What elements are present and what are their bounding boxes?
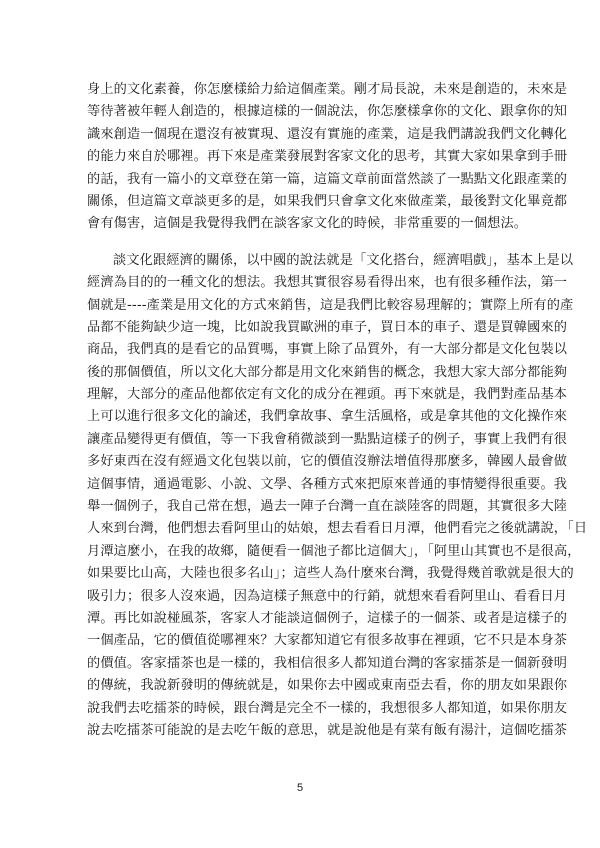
text-line: 上可以進行很多文化的論述，我們拿故事、拿生活風格，或是拿其他的文化操作來	[87, 409, 568, 425]
text-line: 月潭這麼小，在我的故鄉，隨便看一個池子都比這個大」，「阿里山其實也不是很高，	[87, 543, 581, 559]
text-line: 吸引力；很多人沒來過，因為這樣子無意中的行銷，就想來看看阿里山、看看日月	[87, 588, 568, 604]
text-line: 談文化跟經濟的關係，以中國的說法就是「文化搭台，經濟唱戲」，基本上是以	[113, 252, 574, 268]
body-text	[87, 79, 588, 742]
text-line: 識來創造一個現在還沒有被實現、還沒有實施的產業，這是我們講說我們文化轉化	[87, 126, 568, 142]
text-line: 人來到台灣，他們想去看阿里山的姑娘，想去看看日月潭，他們看完之後就講說，「日	[87, 521, 588, 537]
text-line: 讓產品變得更有價值，等一下我會稍微談到一點點這樣子的例子，事實上我們有很	[87, 431, 568, 447]
paragraph-gap	[87, 236, 527, 250]
text-line: 一個產品，它的價值從哪裡來？大家都知道它有很多故事在裡頭，它不只是本身茶	[87, 633, 568, 649]
text-line: 經濟為目的的一種文化的想法。我想其實很容易看得出來，也有很多種作法，第一	[87, 275, 568, 291]
text-line: 關係，但這篇文章談更多的是，如果我們只會拿文化來做產業，最後對文化畢竟都	[87, 193, 568, 209]
text-line: 理解，大部分的產品他都依定有文化的成分在裡頭。再下來就是，我們對產品基本	[87, 387, 568, 403]
text-line: 多好東西在沒有經過文化包裝以前，它的價值沒辦法增值得那麼多，韓國人最會做	[87, 454, 568, 470]
text-line: 這個事情，通過電影、小說、文學、各種方式來把原來普通的事情變得很重要。我	[87, 476, 568, 492]
paragraph	[87, 79, 568, 236]
text-line: 等待著被年輕人創造的，根據這樣的一個說法，你怎麼樣拿你的文化、跟拿你的知	[87, 104, 568, 120]
text-line: 會有傷害，這個是我覺得我們在談客家文化的時候，非常重要的一個想法。	[87, 216, 528, 232]
text-line: 潭。再比如說椪風茶，客家人才能談這個例子，這樣子的一個茶、或者是這樣子的	[87, 610, 568, 626]
page-number: 5	[296, 782, 304, 794]
paragraph	[87, 250, 588, 743]
text-line: 的能力來自於哪裡。再下來是產業發展對客家文化的思考，其實大家如果拿到手冊	[87, 149, 568, 165]
text-line: 說去吃擂茶可能說的是去吃午飯的意思，就是說他是有菜有飯有湯汁，這個吃擂茶	[87, 722, 568, 738]
text-line: 如果要比山高，大陸也很多名山」；這些人為什麼來台灣，我覺得幾首歌就是很大的	[87, 566, 574, 582]
text-line: 舉一個例子，我自己常在想，過去一陣子台灣一直在談陸客的問題，其實很多大陸	[87, 499, 568, 515]
text-line: 身上的文化素養，你怎麼樣給力給這個產業。剛才局長說，未來是創造的，未來是	[87, 82, 568, 97]
text-line: 的話，我有一篇小的文章登在第一篇，這篇文章前面當然談了一點點文化跟產業的	[87, 171, 568, 187]
text-line: 品都不能夠缺少這一塊，比如說我買歐洲的車子，買日本的車子、還是買韓國來的	[87, 319, 568, 335]
text-line: 說我們去吃擂茶的時候，跟台灣是完全不一樣的，我想很多人都知道，如果你朋友	[87, 700, 568, 716]
text-line: 的傳統，我說新發明的傳統就是，如果你去中國或東南亞去看，你的朋友如果跟你	[87, 678, 568, 694]
text-line: 商品，我們真的是看它的品質嗎，事實上除了品質外，有一大部分都是文化包裝以	[87, 342, 568, 358]
text-line: 的價值。客家擂茶也是一樣的，我相信很多人都知道台灣的客家擂茶是一個新發明	[87, 655, 568, 671]
text-line: 個就是----產業是用文化的方式來銷售，這是我們比較容易理解的；實際上所有的產	[87, 297, 574, 313]
text-line: 後的那個價值，所以文化大部分都是用文化來銷售的概念，我想大家大部分都能夠	[87, 364, 568, 380]
